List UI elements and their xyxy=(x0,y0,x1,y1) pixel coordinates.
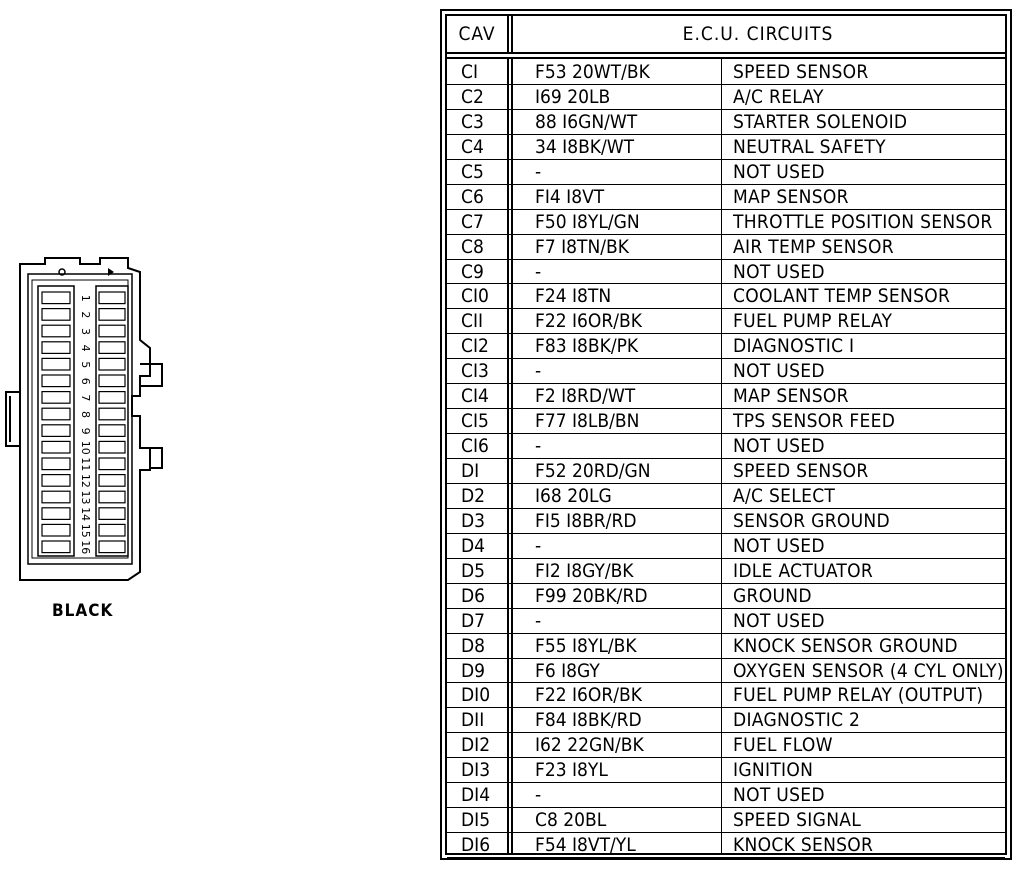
circuit-name-cell: NOT USED xyxy=(733,360,825,383)
wire-code-cell: - xyxy=(535,534,542,557)
wire-code-cell: F52 20RD/GN xyxy=(535,460,651,482)
wire-code-cell: F23 I8YL xyxy=(535,759,608,782)
pin-number-label: 8 xyxy=(79,411,92,418)
circuit-name-cell: KNOCK SENSOR xyxy=(733,834,874,857)
wire-code-cell: I62 22GN/BK xyxy=(535,734,644,757)
pin-number-label: 15 xyxy=(79,523,92,538)
table-row xyxy=(447,534,1005,559)
circuit-name-cell: NOT USED xyxy=(733,160,825,183)
pin-number-label: 6 xyxy=(79,377,92,385)
cavity-slot xyxy=(42,425,70,437)
wire-code-cell: F53 20WT/BK xyxy=(535,61,650,83)
cavity-slot xyxy=(99,475,125,487)
table-row xyxy=(447,384,1005,409)
circuit-name-cell: IDLE ACTUATOR xyxy=(733,559,874,582)
wire-code-cell: F55 I8YL/BK xyxy=(535,634,637,657)
cav-cell: C9 xyxy=(461,260,484,283)
cavity-slot xyxy=(42,541,70,553)
circuit-name-cell: A/C RELAY xyxy=(733,85,824,108)
wire-code-cell: - xyxy=(535,609,542,632)
pin-number-label: 1 xyxy=(79,294,92,302)
table-row xyxy=(447,235,1005,260)
pin-number-label: 10 xyxy=(79,440,92,455)
cav-cell: C5 xyxy=(461,160,484,183)
cavity-slot xyxy=(42,309,70,321)
wire-code-cell: - xyxy=(535,160,542,183)
cavity-slot xyxy=(99,541,125,553)
cav-cell: C2 xyxy=(461,85,484,108)
circuit-name-cell: A/C SELECT xyxy=(733,484,836,507)
header-cav: CAV xyxy=(458,23,496,45)
pin-number-label: 3 xyxy=(79,328,92,335)
cavity-slot xyxy=(99,524,125,536)
wire-code-cell: F7 I8TN/BK xyxy=(535,235,629,258)
circuit-name-cell: KNOCK SENSOR GROUND xyxy=(733,634,958,657)
cav-cell: CI5 xyxy=(461,410,489,433)
table-row xyxy=(447,833,1005,858)
table-row xyxy=(447,409,1005,434)
table-row xyxy=(447,110,1005,135)
cavity-slot xyxy=(42,475,70,487)
cav-cell: DI3 xyxy=(461,759,491,782)
table-row xyxy=(447,609,1005,634)
cavity-slot xyxy=(42,458,70,470)
cav-cell: CI2 xyxy=(461,335,489,358)
table-row xyxy=(447,659,1005,684)
wire-code-cell: - xyxy=(535,360,542,383)
connector-latch xyxy=(6,392,20,446)
circuit-name-cell: OXYGEN SENSOR (4 CYL ONLY) xyxy=(733,659,1004,682)
circuit-name-cell: TPS SENSOR FEED xyxy=(733,410,896,433)
wire-code-cell: F99 20BK/RD xyxy=(535,584,648,607)
table-row xyxy=(447,359,1005,384)
circuit-name-cell: FUEL PUMP RELAY xyxy=(733,310,893,333)
cav-cell: D4 xyxy=(461,534,486,557)
cavity-slot xyxy=(99,491,125,503)
pin-number-label: 12 xyxy=(79,473,92,488)
wire-code-cell: F83 I8BK/PK xyxy=(535,335,639,358)
cav-cell: DI4 xyxy=(461,784,491,807)
cavity-slot xyxy=(99,441,125,453)
cavity-slot xyxy=(99,325,125,337)
cavity-slot xyxy=(42,441,70,453)
circuit-name-cell: MAP SENSOR xyxy=(733,185,849,208)
table-row xyxy=(447,584,1005,609)
circuit-table-inner xyxy=(445,14,1007,855)
cavity-slot xyxy=(99,408,125,420)
pin-number-label: 5 xyxy=(79,361,92,369)
pin-number-label: 2 xyxy=(79,311,92,319)
pin-number-label: 16 xyxy=(79,540,92,555)
cav-cell: D8 xyxy=(461,634,486,657)
cav-cell: C7 xyxy=(461,210,484,233)
table-row xyxy=(447,85,1005,110)
circuit-name-cell: SPEED SIGNAL xyxy=(733,809,862,832)
circuit-name-cell: NEUTRAL SAFETY xyxy=(733,135,886,158)
table-row xyxy=(447,758,1005,783)
table-row xyxy=(447,334,1005,359)
cav-cell: D9 xyxy=(461,659,486,682)
table-body xyxy=(447,60,1005,858)
pin-number-label: 9 xyxy=(79,427,92,435)
cav-cell: CI4 xyxy=(461,385,489,408)
cavity-slot xyxy=(42,508,70,520)
cavity-slot xyxy=(42,491,70,503)
cav-cell: C6 xyxy=(461,185,484,208)
circuit-name-cell: NOT USED xyxy=(733,260,825,283)
table-row xyxy=(447,284,1005,309)
circuit-name-cell: STARTER SOLENOID xyxy=(733,110,908,133)
table-row xyxy=(447,434,1005,459)
header-rule xyxy=(447,57,1005,59)
circuit-name-cell: NOT USED xyxy=(733,784,825,807)
circuit-name-cell: THROTTLE POSITION SENSOR xyxy=(733,210,993,233)
table-row xyxy=(447,634,1005,659)
circuit-name-cell: GROUND xyxy=(733,584,812,607)
table-row xyxy=(447,260,1005,285)
circuit-name-cell: NOT USED xyxy=(733,435,825,458)
circuit-name-cell: DIAGNOSTIC I xyxy=(733,335,855,358)
wire-code-cell: F24 I8TN xyxy=(535,285,612,308)
cavity-slot xyxy=(99,358,125,370)
cavity-slot xyxy=(99,292,125,304)
wire-code-cell: F22 I6OR/BK xyxy=(535,310,642,333)
circuit-name-cell: SENSOR GROUND xyxy=(733,509,890,532)
connector-caption: BLACK xyxy=(52,601,114,621)
circuit-name-cell: DIAGNOSTIC 2 xyxy=(733,709,861,732)
circuit-name-cell: SPEED SENSOR xyxy=(733,61,869,83)
cav-cell: CI3 xyxy=(461,360,489,383)
table-row xyxy=(447,708,1005,733)
wire-code-cell: FI2 I8GY/BK xyxy=(535,559,634,582)
header-divider xyxy=(511,16,513,52)
pin-number-label: 14 xyxy=(79,507,92,522)
circuit-name-cell: AIR TEMP SENSOR xyxy=(733,235,894,258)
pin-number-label: 13 xyxy=(79,490,92,505)
cav-cell: C3 xyxy=(461,110,484,133)
cav-cell: D3 xyxy=(461,509,486,532)
pin-number-label: 4 xyxy=(79,344,92,352)
cavity-slot xyxy=(42,358,70,370)
cavity-slot xyxy=(42,375,70,387)
wire-code-cell: F6 I8GY xyxy=(535,659,600,682)
cav-cell: D6 xyxy=(461,584,486,607)
table-row xyxy=(447,683,1005,708)
cavity-slot xyxy=(42,292,70,304)
cav-cell: DI5 xyxy=(461,809,491,832)
table-row xyxy=(447,509,1005,534)
cav-cell: C4 xyxy=(461,135,484,158)
cavity-slot xyxy=(99,342,125,354)
wire-code-cell: 88 I6GN/WT xyxy=(535,110,638,133)
table-row xyxy=(447,309,1005,334)
circuit-name-cell: FUEL FLOW xyxy=(733,734,833,757)
circuit-name-cell: FUEL PUMP RELAY (OUTPUT) xyxy=(733,684,984,707)
cav-cell: CI6 xyxy=(461,435,489,458)
circuit-name-cell: NOT USED xyxy=(733,609,825,632)
table-row xyxy=(447,210,1005,235)
circuit-name-cell: NOT USED xyxy=(733,534,825,557)
table-row xyxy=(447,783,1005,808)
wire-code-cell: F2 I8RD/WT xyxy=(535,385,636,408)
header-rule xyxy=(447,52,1005,54)
cav-cell: DII xyxy=(461,709,485,732)
wire-code-cell: 34 I8BK/WT xyxy=(535,135,635,158)
header-divider xyxy=(507,16,509,52)
wire-code-cell: FI5 I8BR/RD xyxy=(535,509,637,532)
wire-code-cell: F50 I8YL/GN xyxy=(535,210,640,233)
wire-code-cell: - xyxy=(535,435,542,458)
cav-cell: DI xyxy=(461,460,480,482)
wire-code-cell: I68 20LG xyxy=(535,484,612,507)
cav-cell: D2 xyxy=(461,484,486,507)
circuit-name-cell: IGNITION xyxy=(733,759,814,782)
cavity-slot xyxy=(99,309,125,321)
circuit-name-cell: COOLANT TEMP SENSOR xyxy=(733,285,951,308)
table-row xyxy=(447,60,1005,85)
connector-drawing xyxy=(0,250,175,590)
cav-cell: CII xyxy=(461,310,484,333)
table-row xyxy=(447,808,1005,833)
table-row xyxy=(447,559,1005,584)
wire-code-cell: F22 I6OR/BK xyxy=(535,684,642,707)
table-row xyxy=(447,160,1005,185)
circuit-name-cell: MAP SENSOR xyxy=(733,385,849,408)
connector-key-mark xyxy=(108,268,114,276)
wire-code-cell: FI4 I8VT xyxy=(535,185,605,208)
cav-cell: D5 xyxy=(461,559,486,582)
cavity-slot xyxy=(42,342,70,354)
cavity-slot xyxy=(42,408,70,420)
cavity-slot xyxy=(99,392,125,404)
table-row xyxy=(447,135,1005,160)
cavity-slot xyxy=(99,458,125,470)
header-ecu-circuits: E.C.U. CIRCUITS xyxy=(682,23,834,45)
cav-cell: CI xyxy=(461,61,478,83)
cav-cell: D7 xyxy=(461,609,486,632)
wire-code-cell: - xyxy=(535,784,542,807)
cav-cell: C8 xyxy=(461,235,484,258)
table-row xyxy=(447,484,1005,509)
pin-number-label: 7 xyxy=(79,394,92,402)
cav-cell: DI6 xyxy=(461,834,491,857)
wire-code-cell: F77 I8LB/BN xyxy=(535,410,640,433)
cav-cell: DI2 xyxy=(461,734,491,757)
circuit-table xyxy=(440,9,1012,860)
cav-cell: CI0 xyxy=(461,285,489,308)
cavity-slot xyxy=(42,524,70,536)
wire-code-cell: C8 20BL xyxy=(535,809,607,832)
wire-code-cell: - xyxy=(535,260,542,283)
cavity-slot xyxy=(99,375,125,387)
wire-code-cell: I69 20LB xyxy=(535,85,611,108)
cav-cell: DI0 xyxy=(461,684,491,707)
table-row xyxy=(447,459,1005,484)
cavity-slot xyxy=(42,325,70,337)
table-row xyxy=(447,733,1005,758)
pin-number-label: 11 xyxy=(79,457,92,472)
wire-code-cell: F84 I8BK/RD xyxy=(535,709,642,732)
circuit-name-cell: SPEED SENSOR xyxy=(733,460,869,482)
cavity-slot xyxy=(99,425,125,437)
table-row xyxy=(447,185,1005,210)
cavity-slot xyxy=(42,392,70,404)
wire-code-cell: F54 I8VT/YL xyxy=(535,834,636,857)
cavity-slot xyxy=(99,508,125,520)
